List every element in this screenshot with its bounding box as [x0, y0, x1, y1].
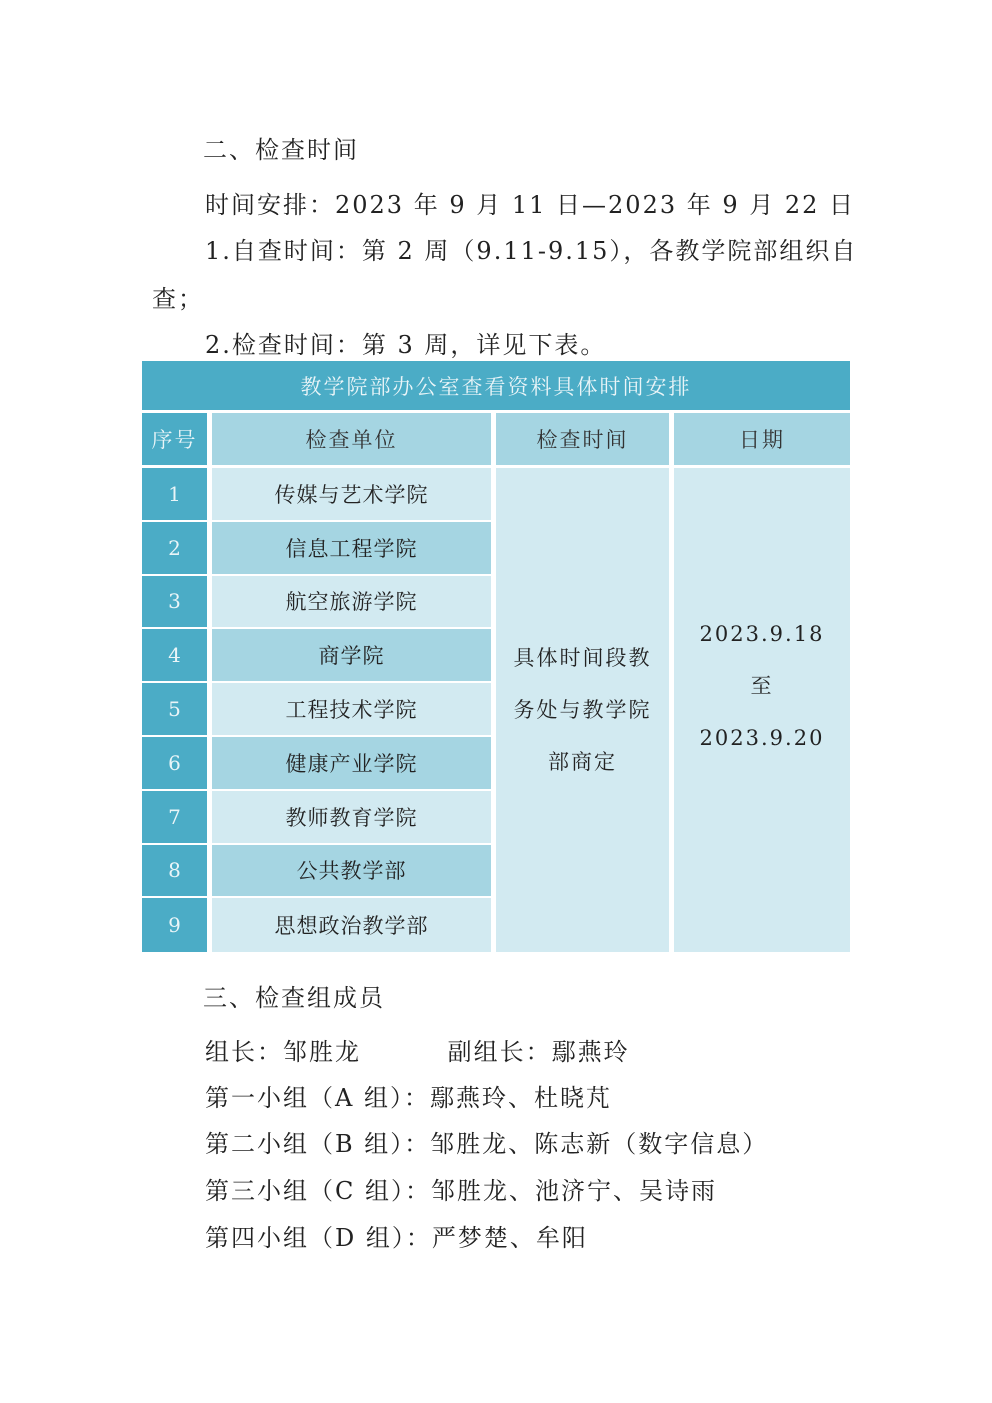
- group-line: 第二小组（B 组）：邹胜龙、陈志新（数字信息）: [205, 1130, 769, 1158]
- header-date: 日期: [669, 413, 850, 468]
- row-number: 9: [142, 898, 207, 952]
- self-check-line-continued: 查；: [152, 285, 204, 313]
- date-end: 2023.9.20: [699, 726, 825, 751]
- schedule-line: 时间安排：2023 年 9 月 11 日—2023 年 9 月 22 日: [205, 191, 856, 219]
- section-heading-inspection-team: 三、检查组成员: [203, 984, 385, 1012]
- schedule-table: [142, 361, 850, 952]
- row-unit: 商学院: [207, 629, 491, 683]
- row-unit: 工程技术学院: [207, 683, 491, 737]
- row-number: 4: [142, 629, 207, 683]
- row-unit: 信息工程学院: [207, 522, 491, 576]
- row-unit: 公共教学部: [207, 845, 491, 899]
- row-number: 8: [142, 845, 207, 899]
- row-unit: 传媒与艺术学院: [207, 468, 491, 522]
- inspection-time-line: 2.检查时间：第 3 周，详见下表。: [205, 331, 607, 359]
- date-to: 至: [750, 674, 774, 699]
- row-number: 2: [142, 522, 207, 576]
- row-number: 3: [142, 576, 207, 630]
- group-line: 第三小组（C 组）：邹胜龙、池济宁、吴诗雨: [205, 1177, 717, 1205]
- header-unit: 检查单位: [207, 413, 491, 468]
- header-seq: 序号: [142, 413, 207, 468]
- date-cell: [669, 468, 850, 952]
- time-line: 部商定: [548, 750, 617, 775]
- row-unit: 健康产业学院: [207, 737, 491, 791]
- group-line: 第一小组（A 组）：鄢燕玲、杜晓芃: [205, 1084, 612, 1112]
- inspection-time-cell: [491, 468, 669, 952]
- date-start: 2023.9.18: [699, 622, 825, 647]
- leader-line: 组长：邹胜龙 副组长：鄢燕玲: [205, 1038, 630, 1066]
- section-heading-inspection-time: 二、检查时间: [203, 136, 359, 164]
- header-time: 检查时间: [491, 413, 669, 468]
- row-unit: 思想政治教学部: [207, 898, 491, 952]
- self-check-line: 1.自查时间：第 2 周（9.11-9.15），各教学院部组织自: [205, 237, 858, 265]
- time-line: 具体时间段教: [513, 646, 652, 671]
- row-number: 7: [142, 791, 207, 845]
- row-number: 1: [142, 468, 207, 522]
- table-title: 教学院部办公室查看资料具体时间安排: [142, 361, 850, 413]
- row-unit: 教师教育学院: [207, 791, 491, 845]
- row-unit: 航空旅游学院: [207, 576, 491, 630]
- group-line: 第四小组（D 组）：严梦楚、牟阳: [205, 1224, 588, 1252]
- row-number: 6: [142, 737, 207, 791]
- row-number: 5: [142, 683, 207, 737]
- time-line: 务处与教学院: [513, 698, 652, 723]
